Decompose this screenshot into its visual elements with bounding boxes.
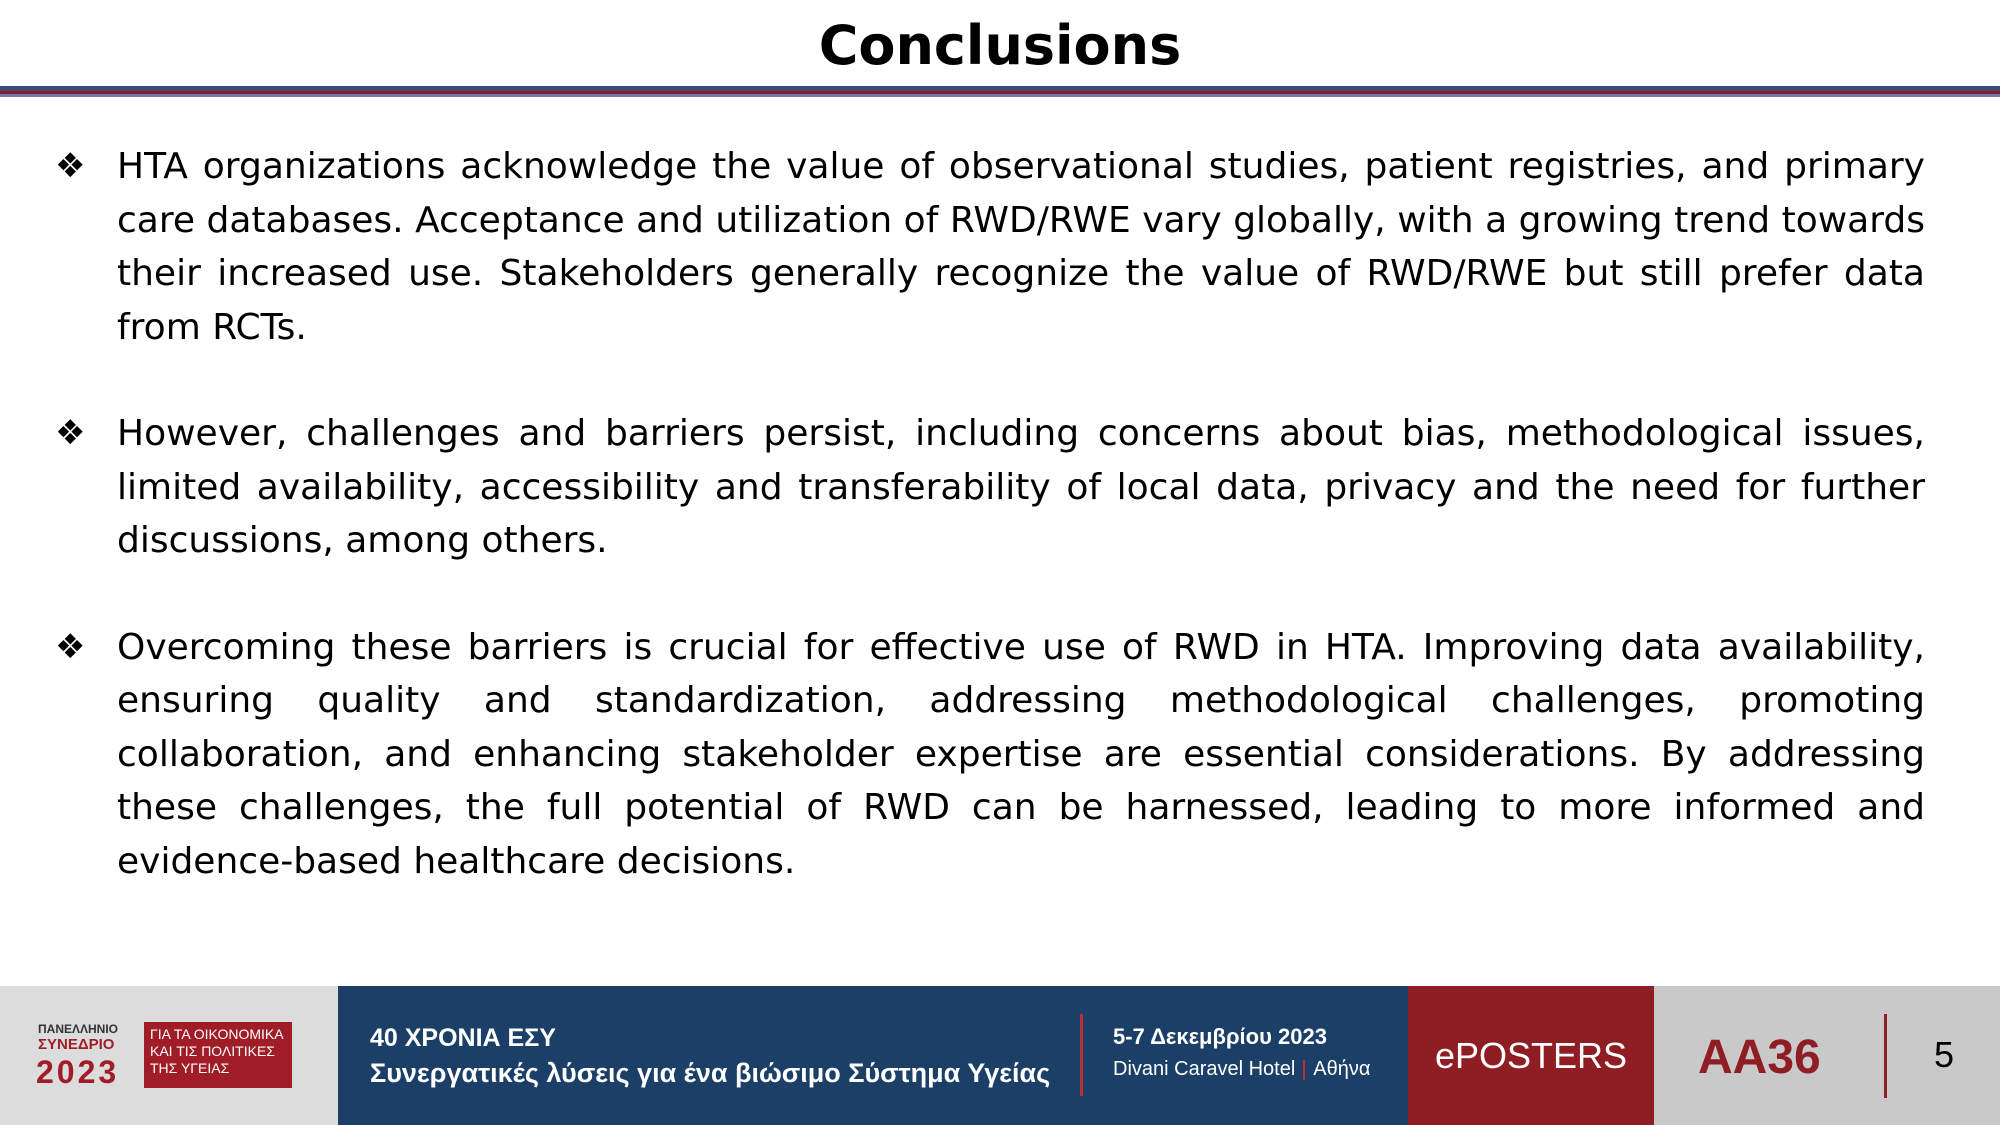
- logo-line2: ΣΥΝΕΔΡΙΟ: [38, 1036, 115, 1053]
- page-number: 5: [1934, 1034, 1955, 1075]
- bullet-item: [55, 407, 1925, 568]
- logo-box: [144, 1022, 292, 1088]
- bullet-text: HTA organizations acknowledge the value of observational studies, patient registries, and primary care databases. Acceptance and utilization of RWD/RWE vary globally, with a growing trend towards their increased use. Stakeholders generally recognize the value of RWD/RWE but still prefer data from RCTs.: [117, 146, 1925, 348]
- diamond-bullet-icon: ❖: [55, 413, 86, 453]
- title-divider-bottom: [0, 94, 2000, 97]
- diamond-bullet-icon: ❖: [55, 626, 86, 667]
- event-venue-line: [1113, 1058, 1370, 1081]
- venue-divider: [1303, 1060, 1305, 1080]
- eposters-label: ePOSTERS: [1408, 986, 1654, 1125]
- event-title: 40 ΧΡΟΝΙΑ ΕΣΥ: [370, 1024, 556, 1052]
- conference-logo: [0, 986, 338, 1125]
- logo-box-line: ΤΗΣ ΥΓΕΙΑΣ: [150, 1060, 230, 1076]
- diamond-bullet-icon: ❖: [55, 146, 86, 186]
- event-venue: Divani Caravel Hotel: [1113, 1058, 1296, 1080]
- bullet-text: Overcoming these barriers is crucial for effective use of RWD in HTA. Improving data availability, ensuring quality and standardization, addressing methodological challenges, promoting collaboration, and enhancing stakeholder expertise are essential considerations. By addressing these challenges, the full potential of RWD can be harnessed, leading to more informed and evidence-based healthcare decisions.: [117, 626, 1925, 882]
- event-subtitle: Συνεργατικές λύσεις για ένα βιώσιμο Σύστημα Υγείας: [370, 1058, 1051, 1088]
- logo-box-line: ΓΙΑ ΤΑ ΟΙΚΟΝΟΜΙΚΑ: [150, 1026, 284, 1042]
- poster-code: AA36: [1698, 1031, 1821, 1084]
- bullet-item: [55, 621, 1925, 889]
- event-dates: 5-7 Δεκεμβρίου 2023: [1113, 1024, 1327, 1049]
- bullet-text: However, challenges and barriers persist, including concerns about bias, methodological issues, limited availability, accessibility and transferability of local data, privacy and the need for further discussions, among others.: [117, 413, 1925, 561]
- logo-line1: ΠΑΝΕΛΛΗΝΙΟ: [38, 1022, 119, 1036]
- bullet-item: [55, 140, 1925, 354]
- footer-banner: [0, 986, 2000, 1125]
- event-panel: [338, 986, 1408, 1125]
- slide-title: Conclusions: [818, 14, 1182, 77]
- bullet-list: [55, 140, 1925, 941]
- logo-year: 2023: [36, 1054, 120, 1090]
- code-divider: [1884, 1014, 1887, 1098]
- event-divider: [1080, 1014, 1083, 1096]
- logo-box-line: ΚΑΙ ΤΙΣ ΠΟΛΙΤΙΚΕΣ: [150, 1043, 275, 1059]
- poster-code-panel: [1654, 986, 2000, 1125]
- event-city: Αθήνα: [1313, 1058, 1371, 1080]
